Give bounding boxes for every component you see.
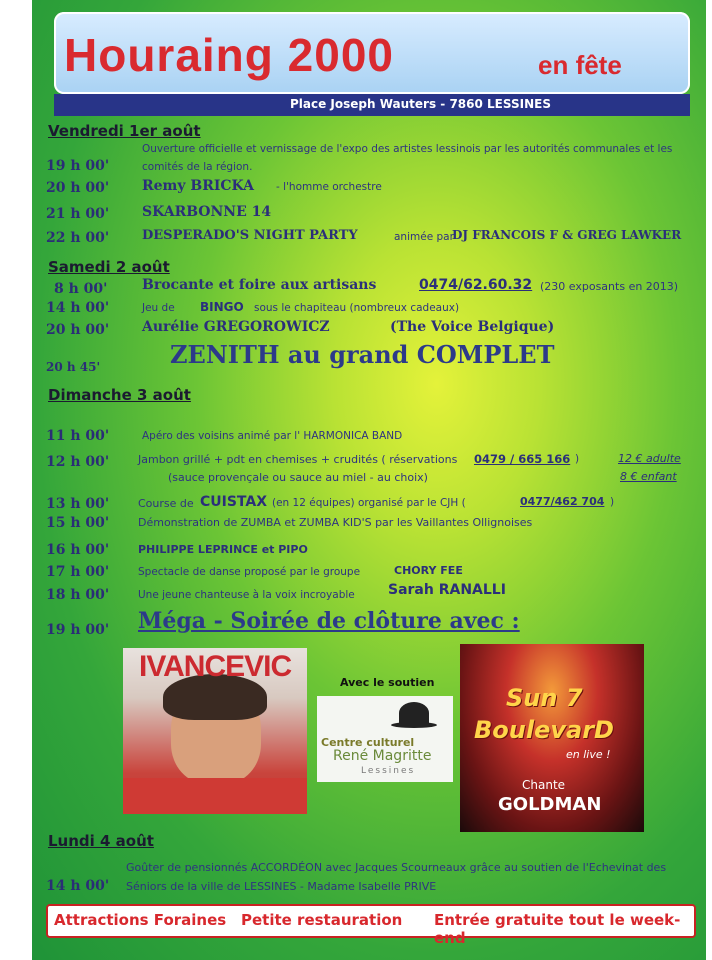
event-pre: Course de (138, 497, 194, 510)
event-text-end: ) (575, 453, 580, 465)
event-extra: sous le chapiteau (nombreux cadeaux) (254, 302, 460, 314)
poster-title: Houraing 2000 (64, 29, 394, 81)
event-name: CUISTAX (200, 494, 268, 510)
event-name: Remy BRICKA (142, 178, 254, 194)
event-extra: animée par (394, 231, 454, 243)
event-text: Apéro des voisins animé par l' HARMONICA BAND (142, 430, 403, 442)
footer-right: Entrée gratuite tout le week-end (434, 911, 681, 947)
event-name: BINGO (200, 300, 244, 314)
footer-center: Petite restauration (241, 911, 403, 929)
event-time: 11 h 00' (46, 428, 110, 444)
sun7-line3: en live ! (566, 748, 611, 761)
sun7-line4: Chante (522, 778, 566, 792)
event-pre: Jeu de (142, 302, 175, 314)
event-name: Aurélie GREGOROWICZ (142, 319, 330, 335)
event-name: DESPERADO'S NIGHT PARTY (142, 228, 358, 243)
event-time: 20 h 45' (46, 360, 101, 374)
event-text: comités de la région. (142, 161, 253, 173)
event-time: 14 h 00' (46, 878, 110, 894)
bowler-hat-icon (399, 702, 429, 724)
event-time: 18 h 00' (46, 587, 110, 603)
sun7-line2: BoulevarD (474, 716, 614, 744)
event-extra: DJ FRANCOIS F & GREG LAWKER (452, 228, 682, 242)
day-saturday: Samedi 2 août (48, 258, 170, 276)
ivan-cevic-name: IVANCEVIC (139, 650, 292, 683)
magritte-logo (317, 696, 453, 782)
event-extra: - l'homme orchestre (276, 181, 382, 193)
event-extra: (230 exposants en 2013) (540, 280, 679, 293)
event-name: SKARBONNE 14 (142, 204, 272, 220)
headline-zenith: ZENITH au grand COMPLET (170, 340, 555, 369)
support-label: Avec le soutien (340, 676, 435, 689)
magritte-line2: René Magritte (333, 748, 432, 764)
sun7-line1: Sun 7 (506, 684, 583, 712)
phone-link[interactable]: 0477/462 704 (520, 495, 605, 508)
sun7-concert-poster (460, 644, 644, 832)
footer-left: Attractions Foraines (54, 911, 227, 929)
event-text: Ouverture officielle et vernissage de l'expo des artistes lessinois par les autorités communales et les (142, 143, 673, 155)
event-text: Jambon grillé + pdt en chemises + crudités ( réservations (138, 453, 458, 466)
day-friday: Vendredi 1er août (48, 122, 201, 140)
phone-link[interactable]: 0474/62.60.32 (419, 277, 533, 293)
event-time: 14 h 00' (46, 300, 110, 316)
event-extra: (The Voice Belgique) (390, 319, 555, 335)
event-time: 8 h 00' (54, 281, 108, 297)
event-time: 15 h 00' (46, 515, 110, 531)
magritte-line3: Lessines (361, 766, 416, 776)
event-name: CHORY FEE (394, 564, 463, 577)
event-text: Spectacle de danse proposé par le groupe (138, 566, 361, 578)
event-extra-end: ) (610, 496, 615, 508)
event-text: (sauce provençale ou sauce au miel - au choix) (168, 471, 428, 484)
sun7-line5: GOLDMAN (498, 794, 602, 815)
event-text: Une jeune chanteuse à la voix incroyable (138, 589, 355, 601)
headline-mega: Méga - Soirée de clôture avec : (138, 608, 520, 634)
event-text: Démonstration de ZUMBA et ZUMBA KID'S par les Vaillantes Ollignoises (138, 516, 533, 529)
event-text: PHILIPPE LEPRINCE et PIPO (138, 543, 308, 556)
event-time: 19 h 00' (46, 158, 110, 174)
event-time: 16 h 00' (46, 542, 110, 558)
event-name: Brocante et foire aux artisans (142, 277, 377, 293)
event-time: 22 h 00' (46, 230, 110, 246)
event-time: 20 h 00' (46, 180, 110, 196)
day-sunday: Dimanche 3 août (48, 386, 191, 404)
event-time: 12 h 00' (46, 454, 110, 470)
event-time: 13 h 00' (46, 496, 110, 512)
event-text: Séniors de la ville de LESSINES - Madame Isabelle PRIVE (126, 880, 437, 893)
price-child: 8 € enfant (620, 470, 677, 483)
address: Place Joseph Wauters - 7860 LESSINES (290, 97, 551, 111)
event-extra: (en 12 équipes) organisé par le CJH ( (272, 497, 466, 509)
event-time: 17 h 00' (46, 564, 110, 580)
event-name: Sarah RANALLI (388, 582, 506, 598)
event-time: 20 h 00' (46, 322, 110, 338)
event-time: 21 h 00' (46, 206, 110, 222)
poster (32, 0, 706, 960)
event-time: 19 h 00' (46, 622, 110, 638)
event-text: Goûter de pensionnés ACCORDÉON avec Jacques Scourneaux grâce au soutien de l'Echevinat des (126, 861, 667, 874)
magritte-line1: Centre culturel (321, 736, 415, 749)
shirt-shape (123, 778, 307, 814)
poster-title-suffix: en fête (538, 50, 622, 80)
price-adult: 12 € adulte (618, 452, 681, 465)
bowler-hat-brim (391, 722, 437, 728)
phone-link[interactable]: 0479 / 665 166 (474, 452, 571, 466)
day-monday: Lundi 4 août (48, 832, 154, 850)
ivan-cevic-photo (123, 648, 307, 814)
